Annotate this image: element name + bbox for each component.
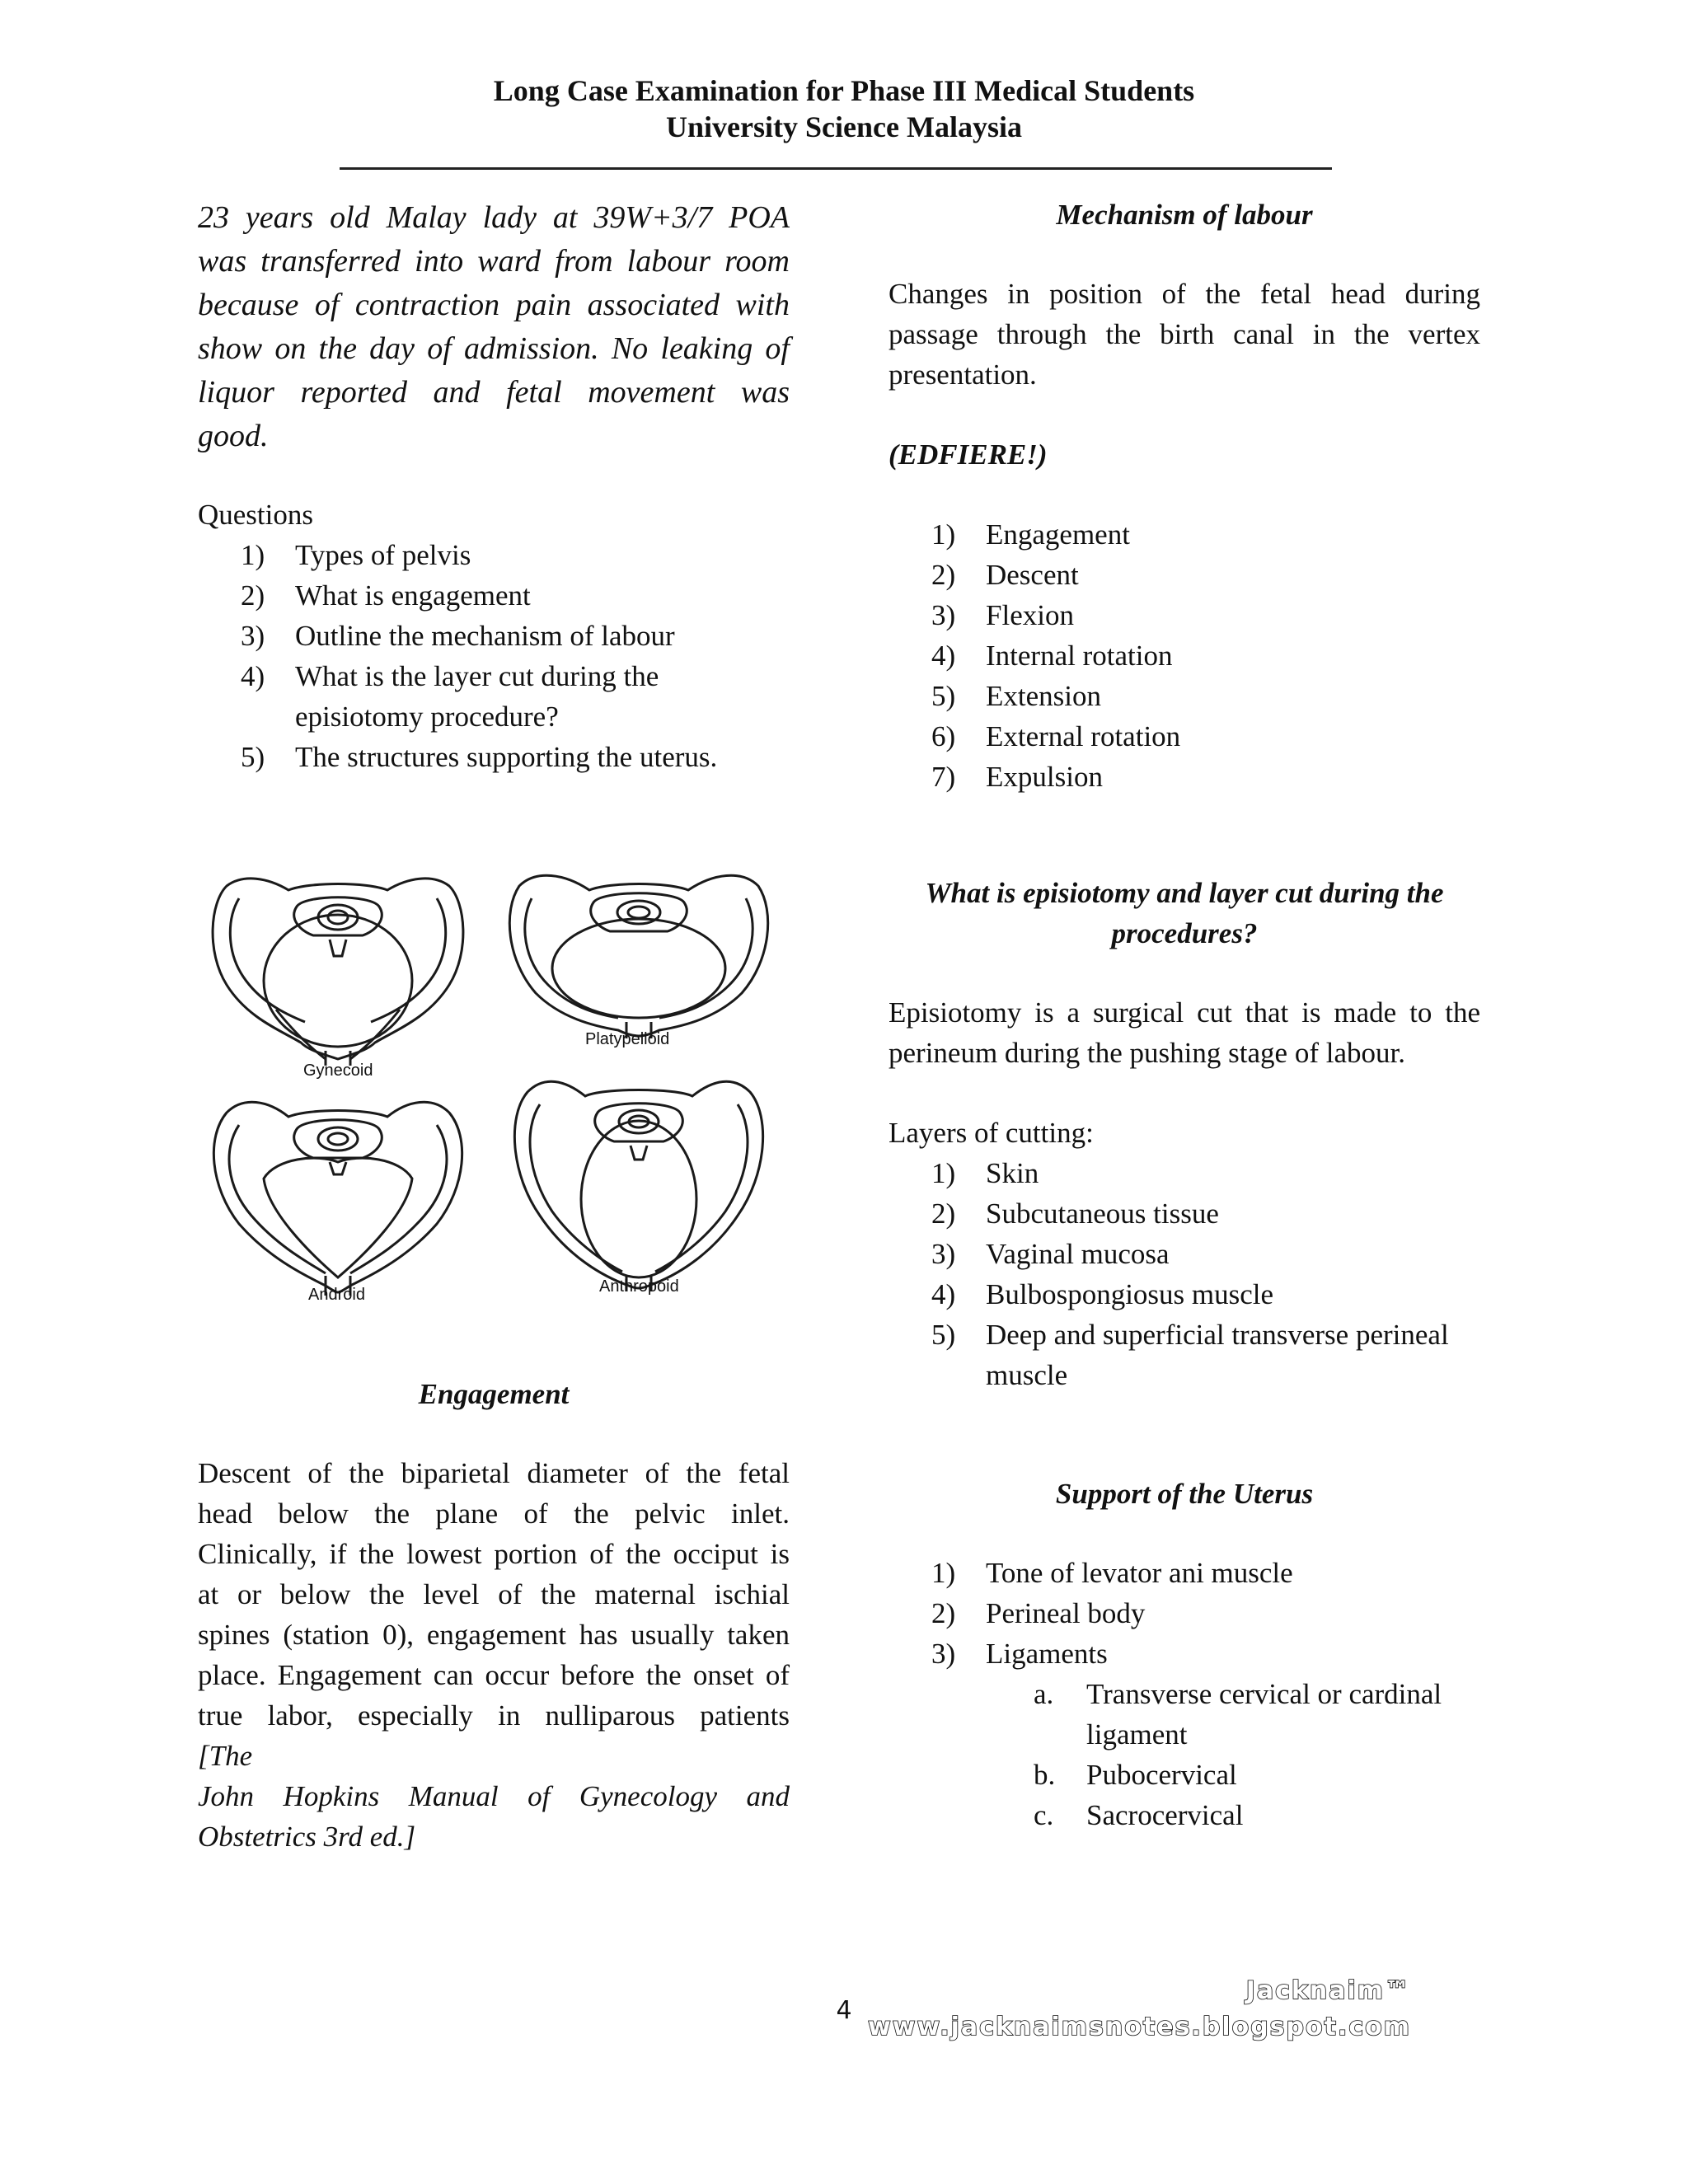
list-item: 2) Descent [931, 559, 1079, 591]
android-pelvis-drawing [213, 1102, 462, 1296]
engagement-heading: Engagement [418, 1378, 570, 1410]
list-item: 3) Outline the mechanism of labour [241, 620, 675, 652]
case-description [198, 196, 790, 458]
list-item: 3) Flexion [931, 599, 1074, 631]
layers-list [889, 1153, 1480, 1395]
list-item: 5) Deep and superficial transverse perineal [931, 1319, 1449, 1351]
layers-title: Layers of cutting: [889, 1117, 1094, 1149]
anthropoid-label: Anthropoid [599, 1277, 679, 1296]
list-item: 6) External rotation [931, 720, 1181, 752]
list-item: 1) Skin [931, 1157, 1039, 1189]
list-item: 3) Vaginal mucosa [931, 1238, 1170, 1270]
support-heading: Support of the Uterus [1055, 1478, 1314, 1510]
questions-section [198, 494, 790, 777]
mechanism-line: presentation. [889, 359, 1037, 391]
questions-title: Questions [198, 499, 313, 531]
list-item: muscle [986, 1359, 1068, 1391]
list-item: a. Transverse cervical or cardinal [1034, 1678, 1442, 1710]
page-number: 4 [836, 1996, 852, 2025]
engagement-line: Descent of the biparietal diameter of the fetal [198, 1457, 790, 1489]
citation-line: Obstetrics 3rd ed.] [198, 1821, 416, 1853]
layers-section [889, 1113, 1480, 1395]
list-item: 1) Engagement [931, 518, 1130, 551]
header-rule [340, 167, 1332, 170]
list-item: ligament [1086, 1718, 1188, 1750]
gynecoid-label: Gynecoid [303, 1062, 373, 1080]
engagement-body [198, 1453, 790, 1857]
mechanism-mnemonic: (EDFIERE!) [889, 438, 1048, 471]
case-line: liquor reported and fetal movement was [198, 375, 790, 410]
mechanism-steps [889, 514, 1480, 797]
support-section [889, 1553, 1480, 1835]
anthropoid-pelvis-drawing [514, 1081, 762, 1291]
platypelloid-pelvis-drawing [509, 875, 767, 1038]
engagement-line: at or below the level of the maternal ischial [198, 1578, 790, 1610]
episiotomy-line: Episiotomy is a surgical cut that is made to the [889, 996, 1480, 1029]
list-item: 2) What is engagement [241, 579, 531, 612]
episiotomy-heading-line1: What is episiotomy and layer cut during the [925, 877, 1444, 909]
support-list [889, 1553, 1480, 1674]
mechanism-body [889, 274, 1480, 395]
engagement-line: true labor, especially in nulliparous patients [The [198, 1699, 790, 1772]
list-item: b. Pubocervical [1034, 1759, 1237, 1791]
case-line: show on the day of admission. No leaking of [198, 331, 790, 366]
citation-line: John Hopkins Manual of Gynecology and [198, 1780, 790, 1812]
case-line: because of contraction pain associated with [198, 288, 790, 322]
mechanism-line: Changes in position of the fetal head during [889, 278, 1480, 310]
list-item: 1) Types of pelvis [241, 539, 471, 571]
mechanism-line: passage through the birth canal in the vertex [889, 318, 1480, 350]
case-line: 23 years old Malay lady at 39W+3/7 POA [198, 200, 790, 235]
list-item: episiotomy procedure? [295, 701, 559, 733]
engagement-line: Clinically, if the lowest portion of the occiput is [198, 1538, 790, 1570]
document-title: Long Case Examination for Phase III Medical Students [493, 74, 1195, 107]
list-item: 5) Extension [931, 680, 1101, 712]
engagement-line: place. Engagement can occur before the onset of [198, 1659, 790, 1691]
brand-name: Jacknaim™ [1245, 1976, 1411, 2005]
document-subtitle: University Science Malaysia [666, 110, 1022, 143]
episiotomy-line: perineum during the pushing stage of labour. [889, 1037, 1405, 1069]
list-item: 7) Expulsion [931, 761, 1103, 793]
list-item: 5) The structures supporting the uterus. [241, 741, 718, 773]
platypelloid-label: Platypelloid [585, 1030, 670, 1048]
brand-url: www.jacknaimsnotes.blogspot.com [868, 2013, 1411, 2041]
list-item: 4) What is the layer cut during the [241, 660, 659, 692]
list-item: 3) Ligaments [931, 1638, 1108, 1670]
ligaments-list [889, 1674, 1480, 1835]
episiotomy-heading [889, 873, 1480, 954]
mechanism-heading: Mechanism of labour [1056, 199, 1313, 231]
list-item: 2) Perineal body [931, 1597, 1146, 1629]
episiotomy-body [889, 992, 1480, 1073]
android-label: Android [308, 1286, 365, 1304]
engagement-line: spines (station 0), engagement has usually taken [198, 1619, 790, 1651]
gynecoid-pelvis-drawing [213, 879, 463, 1066]
case-line: was transferred into ward from labour room [198, 244, 790, 279]
episiotomy-heading-line2: procedures? [1111, 917, 1258, 949]
mechanism-list [889, 514, 1480, 797]
pelvis-types-figure [198, 849, 775, 1310]
list-item: 2) Subcutaneous tissue [931, 1197, 1219, 1230]
case-line: good. [198, 419, 269, 453]
list-item: c. Sacrocervical [1034, 1799, 1244, 1831]
engagement-line: head below the plane of the pelvic inlet. [198, 1497, 790, 1530]
list-item: 4) Internal rotation [931, 640, 1173, 672]
list-item: 1) Tone of levator ani muscle [931, 1557, 1293, 1589]
list-item: 4) Bulbospongiosus muscle [931, 1278, 1274, 1310]
questions-list [198, 535, 790, 777]
